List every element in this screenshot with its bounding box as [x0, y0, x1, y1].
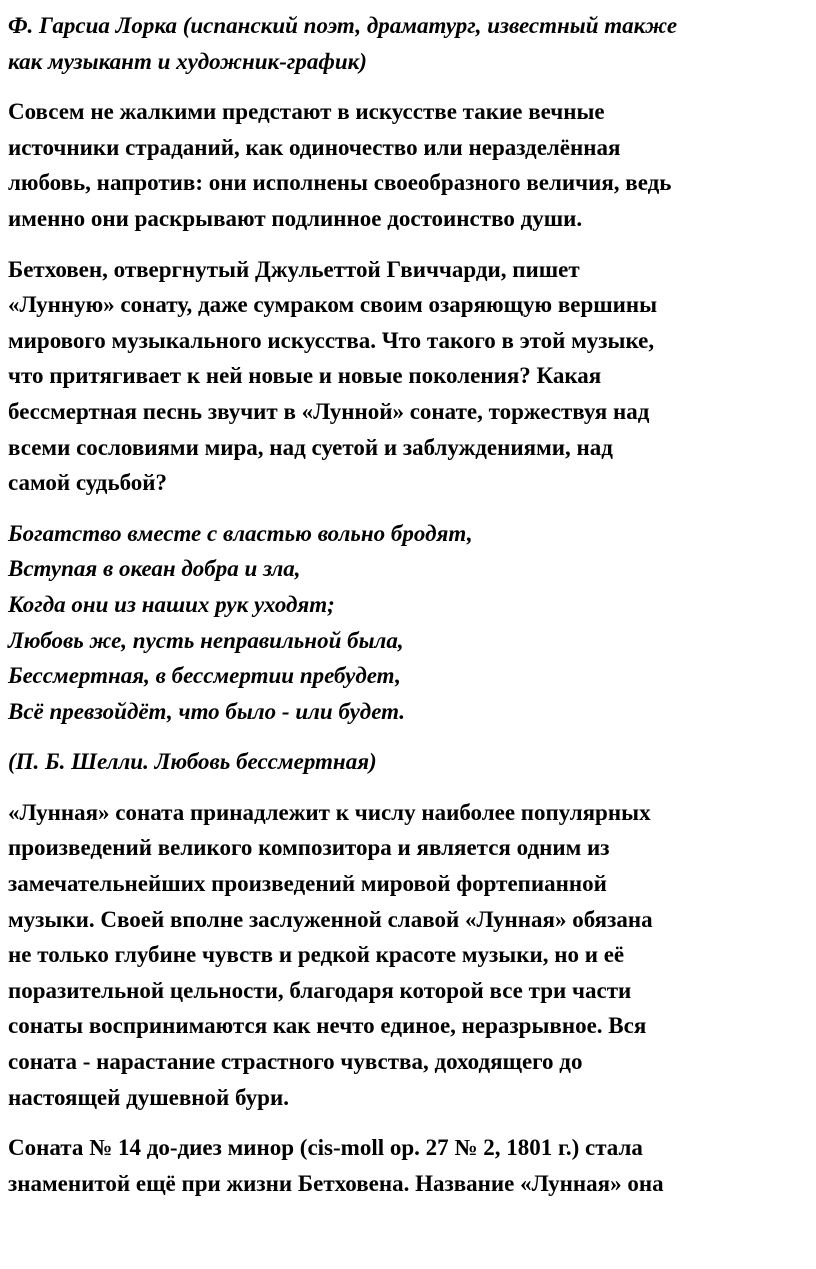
paragraph-sonata-14	[8, 1130, 816, 1201]
text-line: что притягивает к ней новые и новые поколения? Какая	[8, 363, 602, 389]
text-line: источники страданий, как одиночество или неразделённая	[8, 134, 621, 160]
poem-line: Бессмертная, в бессмертии пребудет,	[8, 663, 401, 689]
poem-line: Когда они из наших рук уходят;	[8, 591, 335, 617]
text-line: Ф. Гарсиа Лорка (испанский поэт, драматург, известный также	[8, 13, 678, 38]
text-line: Соната № 14 до-диез минор (cis-moll op. 27 № 2, 1801 г.) стала	[8, 1135, 643, 1161]
text-line: знаменитой ещё при жизни Бетховена. Название «Лунная» она	[8, 1170, 664, 1196]
epigraph-author	[8, 8, 816, 79]
poem-line: Всё превзойдёт, что было - или будет.	[8, 698, 406, 724]
poem-attribution	[8, 744, 816, 780]
text-line: сонаты воспринимаются как нечто единое, неразрывное. Вся	[8, 1013, 647, 1039]
poem-line: Любовь же, пусть неправильной была,	[8, 627, 404, 653]
text-line: (П. Б. Шелли. Любовь бессмертная)	[8, 749, 377, 775]
text-line: соната - нарастание страстного чувства, доходящего до	[8, 1049, 583, 1075]
text-line: Совсем не жалкими предстают в искусстве такие вечные	[8, 99, 605, 125]
paragraph-loneliness	[8, 94, 816, 236]
text-line: мирового музыкального искусства. Что такого в этой музыке,	[8, 327, 655, 353]
text-line: произведений великого композитора и является одним из	[8, 835, 610, 861]
poem-line: Богатство вместе с властью вольно бродят,	[8, 520, 473, 546]
text-line: именно они раскрывают подлинное достоинство души.	[8, 205, 583, 231]
text-line: «Лунную» сонату, даже сумраком своим озаряющую вершины	[8, 292, 658, 318]
text-line: музыки. Своей вполне заслуженной славой «Лунная» обязана	[8, 906, 653, 932]
text-line: замечательнейших произведений мировой фортепианной	[8, 871, 607, 897]
text-line: как музыкант и художник-график)	[8, 48, 367, 74]
text-line: настоящей душевной бури.	[8, 1084, 289, 1110]
text-line: бессмертная песнь звучит в «Лунной» сонате, торжествуя над	[8, 398, 650, 424]
text-line: поразительной цельности, благодаря которой все три части	[8, 977, 632, 1003]
text-line: самой судьбой?	[8, 470, 168, 496]
text-line: Бетховен, отвергнутый Джульеттой Гвиччарди, пишет	[8, 256, 580, 282]
text-line: не только глубине чувств и редкой красоте музыки, но и её	[8, 942, 625, 968]
paragraph-beethoven	[8, 252, 816, 501]
text-line: всеми сословиями мира, над суетой и заблуждениями, над	[8, 434, 613, 460]
poem-stanza	[8, 516, 816, 730]
poem-line: Вступая в океан добра и зла,	[8, 556, 301, 582]
paragraph-moonlight-sonata	[8, 795, 816, 1115]
text-line: «Лунная» соната принадлежит к числу наиболее популярных	[8, 799, 651, 825]
text-line: любовь, напротив: они исполнены своеобразного величия, ведь	[8, 170, 672, 196]
